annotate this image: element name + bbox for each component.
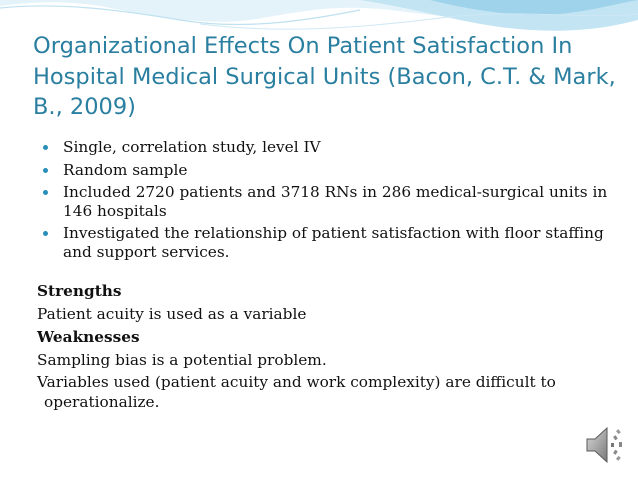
bullet-text: Single, correlation study, level IV — [63, 138, 321, 156]
strengths-heading: Strengths — [37, 282, 122, 300]
bullet-text: Investigated the relationship of patient satisfaction with floor staffing and support services. — [63, 224, 604, 261]
bullet-item — [38, 183, 623, 220]
bullet-text: Random sample — [63, 160, 188, 179]
bullet-item — [38, 224, 623, 261]
weakness-item: Sampling bias is a potential problem. — [37, 351, 327, 369]
bullet-dot-icon — [43, 231, 48, 236]
bullet-dot-icon — [43, 145, 48, 150]
bullet-item — [38, 138, 623, 157]
weakness-item: Variables used (patient acuity and work complexity) are difficult to operationalize. — [37, 373, 556, 411]
evaluation-section — [37, 280, 627, 412]
weaknesses-heading: Weaknesses — [37, 328, 140, 346]
bullet-dot-icon — [43, 168, 48, 173]
strengths-text: Patient acuity is used as a variable — [37, 305, 307, 323]
bullet-dot-icon — [43, 190, 48, 195]
slide-title: Organizational Effects On Patient Satisfaction In Hospital Medical Surgical Units (Bacon, C.T. & Mark, B., 2009) — [33, 33, 616, 120]
bullet-item — [38, 161, 623, 180]
bullet-list — [38, 138, 623, 265]
speaker-icon[interactable] — [583, 422, 629, 468]
bullet-text: Included 2720 patients and 3718 RNs in 286 medical-surgical units in 146 hospitals — [63, 183, 608, 220]
